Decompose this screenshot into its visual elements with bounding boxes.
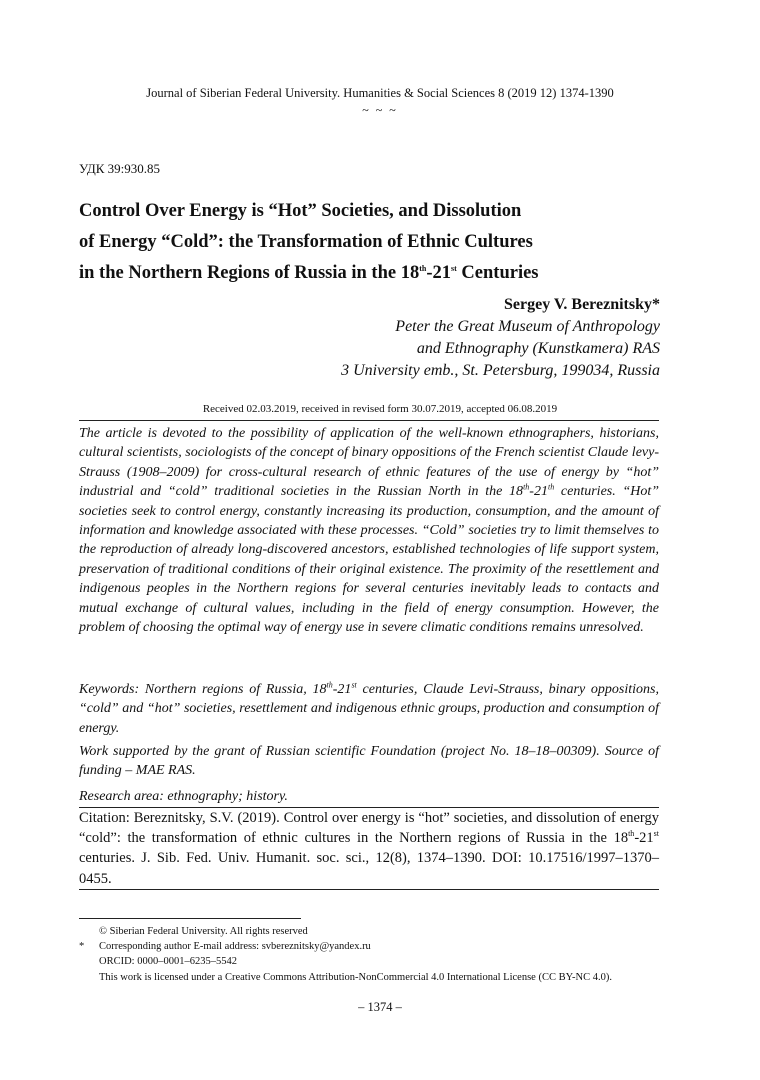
citation-sup-2: st bbox=[653, 829, 659, 839]
grant-note: Work supported by the grant of Russian scientific Foundation (project No. 18–18–00309). Source of funding – MAE RAS. bbox=[79, 744, 659, 779]
footnote-orcid bbox=[79, 954, 679, 969]
affiliation-line-3: 3 University emb., St. Petersburg, 199034, Russia bbox=[341, 362, 660, 379]
title-line-3-post: Centuries bbox=[456, 263, 539, 283]
keywords-sup-1: th bbox=[326, 680, 333, 690]
orcid-text: ORCID: 0000–0001–6235–5542 bbox=[99, 956, 237, 968]
journal-header: Journal of Siberian Federal University. Humanities & Social Sciences 8 (2019 12) 1374-1390 bbox=[146, 86, 614, 100]
article-title bbox=[79, 196, 599, 289]
abstract-part-1: The article is devoted to the possibility of application of the well-known ethnographers, historians, cultural scientists, sociologists of the concept of binary oppositions of the French scientist Claude levy-Strauss (1908–2009) for cross-cultural research of ethnic features of the use of energy by “hot” industrial and “cold” traditional societies in the Russian North in the 18 bbox=[79, 426, 659, 500]
title-line-1: Control Over Energy is “Hot” Societies, and Dissolution bbox=[79, 201, 522, 221]
citation-mid: -21 bbox=[634, 830, 654, 847]
title-line-3 bbox=[79, 258, 599, 289]
author-block bbox=[341, 294, 660, 382]
header-separator: ~ ~ ~ bbox=[362, 103, 398, 117]
copyright-text: © Siberian Federal University. All rights reserved bbox=[99, 926, 308, 937]
footnote-corresponding bbox=[79, 939, 679, 954]
abstract-sup-1: th bbox=[523, 482, 530, 492]
title-line-2: of Energy “Cold”: the Transformation of Ethnic Cultures bbox=[79, 232, 533, 252]
title-sup-2: st bbox=[451, 263, 457, 273]
footnote-rule bbox=[79, 918, 301, 919]
affiliation-line-1: Peter the Great Museum of Anthropology bbox=[395, 318, 660, 335]
research-area: Research area: ethnography; history. bbox=[79, 789, 288, 804]
title-line-3-mid: -21 bbox=[426, 263, 452, 283]
abstract bbox=[79, 424, 659, 637]
abstract-part-2: centuries. “Hot” societies seek to control energy, constantly increasing its production, consumption, and the amount of information and knowledge associated with these processes. “Cold” societies try to limit themselves to the reproduction of already long-discovered ancestors, established technologies of life support system, preservation of traditional conditions of their original existence. The proximity of the resettlement and indigenous peoples in the Northern regions for several centuries inevitably leads to contacts and mutual exchange of cultural values, including in the field of energy consumption. However, the problem of choosing the optimal way of energy use in severe climatic conditions remains unresolved. bbox=[79, 484, 660, 636]
author-name: Sergey V. Bereznitsky* bbox=[504, 296, 660, 313]
footnote-copyright bbox=[79, 924, 679, 939]
affiliation-line-2: and Ethnography (Kunstkamera) RAS bbox=[416, 340, 660, 357]
keywords-part-1: Keywords: Northern regions of Russia, 18 bbox=[79, 682, 327, 697]
abstract-sup-2: th bbox=[547, 482, 555, 492]
udk-code: УДК 39:930.85 bbox=[79, 161, 161, 176]
citation-part-2: centuries. J. Sib. Fed. Univ. Humanit. soc. sci., 12(8), 1374–1390. DOI: 10.17516/1997–1370–0455. bbox=[79, 850, 659, 887]
citation bbox=[79, 808, 659, 889]
citation-bottom-rule bbox=[79, 889, 659, 890]
citation-part-1: Citation: Bereznitsky, S.V. (2019). Control over energy is “hot” societies, and dissolution of energy “cold”: the transformation of ethnic cultures in the Northern regions of Russia in the 18 bbox=[79, 810, 659, 847]
citation-sup-1: th bbox=[628, 829, 635, 839]
keywords bbox=[79, 680, 659, 738]
keywords-sup-2: st bbox=[351, 680, 357, 690]
keywords-mid: -21 bbox=[332, 682, 352, 697]
keywords-part-2: centuries, Claude Levi-Strauss, binary oppositions, “cold” and “hot” societies, resettlement and indigenous ethnic groups, production and consumption of energy. bbox=[79, 682, 659, 736]
footnote-star: * bbox=[79, 941, 85, 953]
email-text: Corresponding author E-mail address: svbereznitsky@yandex.ru bbox=[99, 941, 371, 953]
title-line-3-pre: in the Northern Regions of Russia in the 18 bbox=[79, 263, 420, 283]
license-text: This work is licensed under a Creative Commons Attribution-NonCommercial 4.0 International License (CC BY-NC 4.0). bbox=[99, 971, 612, 983]
page-number: – 1374 – bbox=[358, 1000, 402, 1014]
footnote-license bbox=[79, 970, 679, 985]
abstract-mid: -21 bbox=[529, 484, 548, 500]
footnotes bbox=[79, 924, 679, 985]
received-dates: Received 02.03.2019, received in revised form 30.07.2019, accepted 06.08.2019 bbox=[202, 403, 558, 415]
title-sup-1: th bbox=[419, 263, 427, 273]
abstract-top-rule bbox=[79, 420, 659, 421]
